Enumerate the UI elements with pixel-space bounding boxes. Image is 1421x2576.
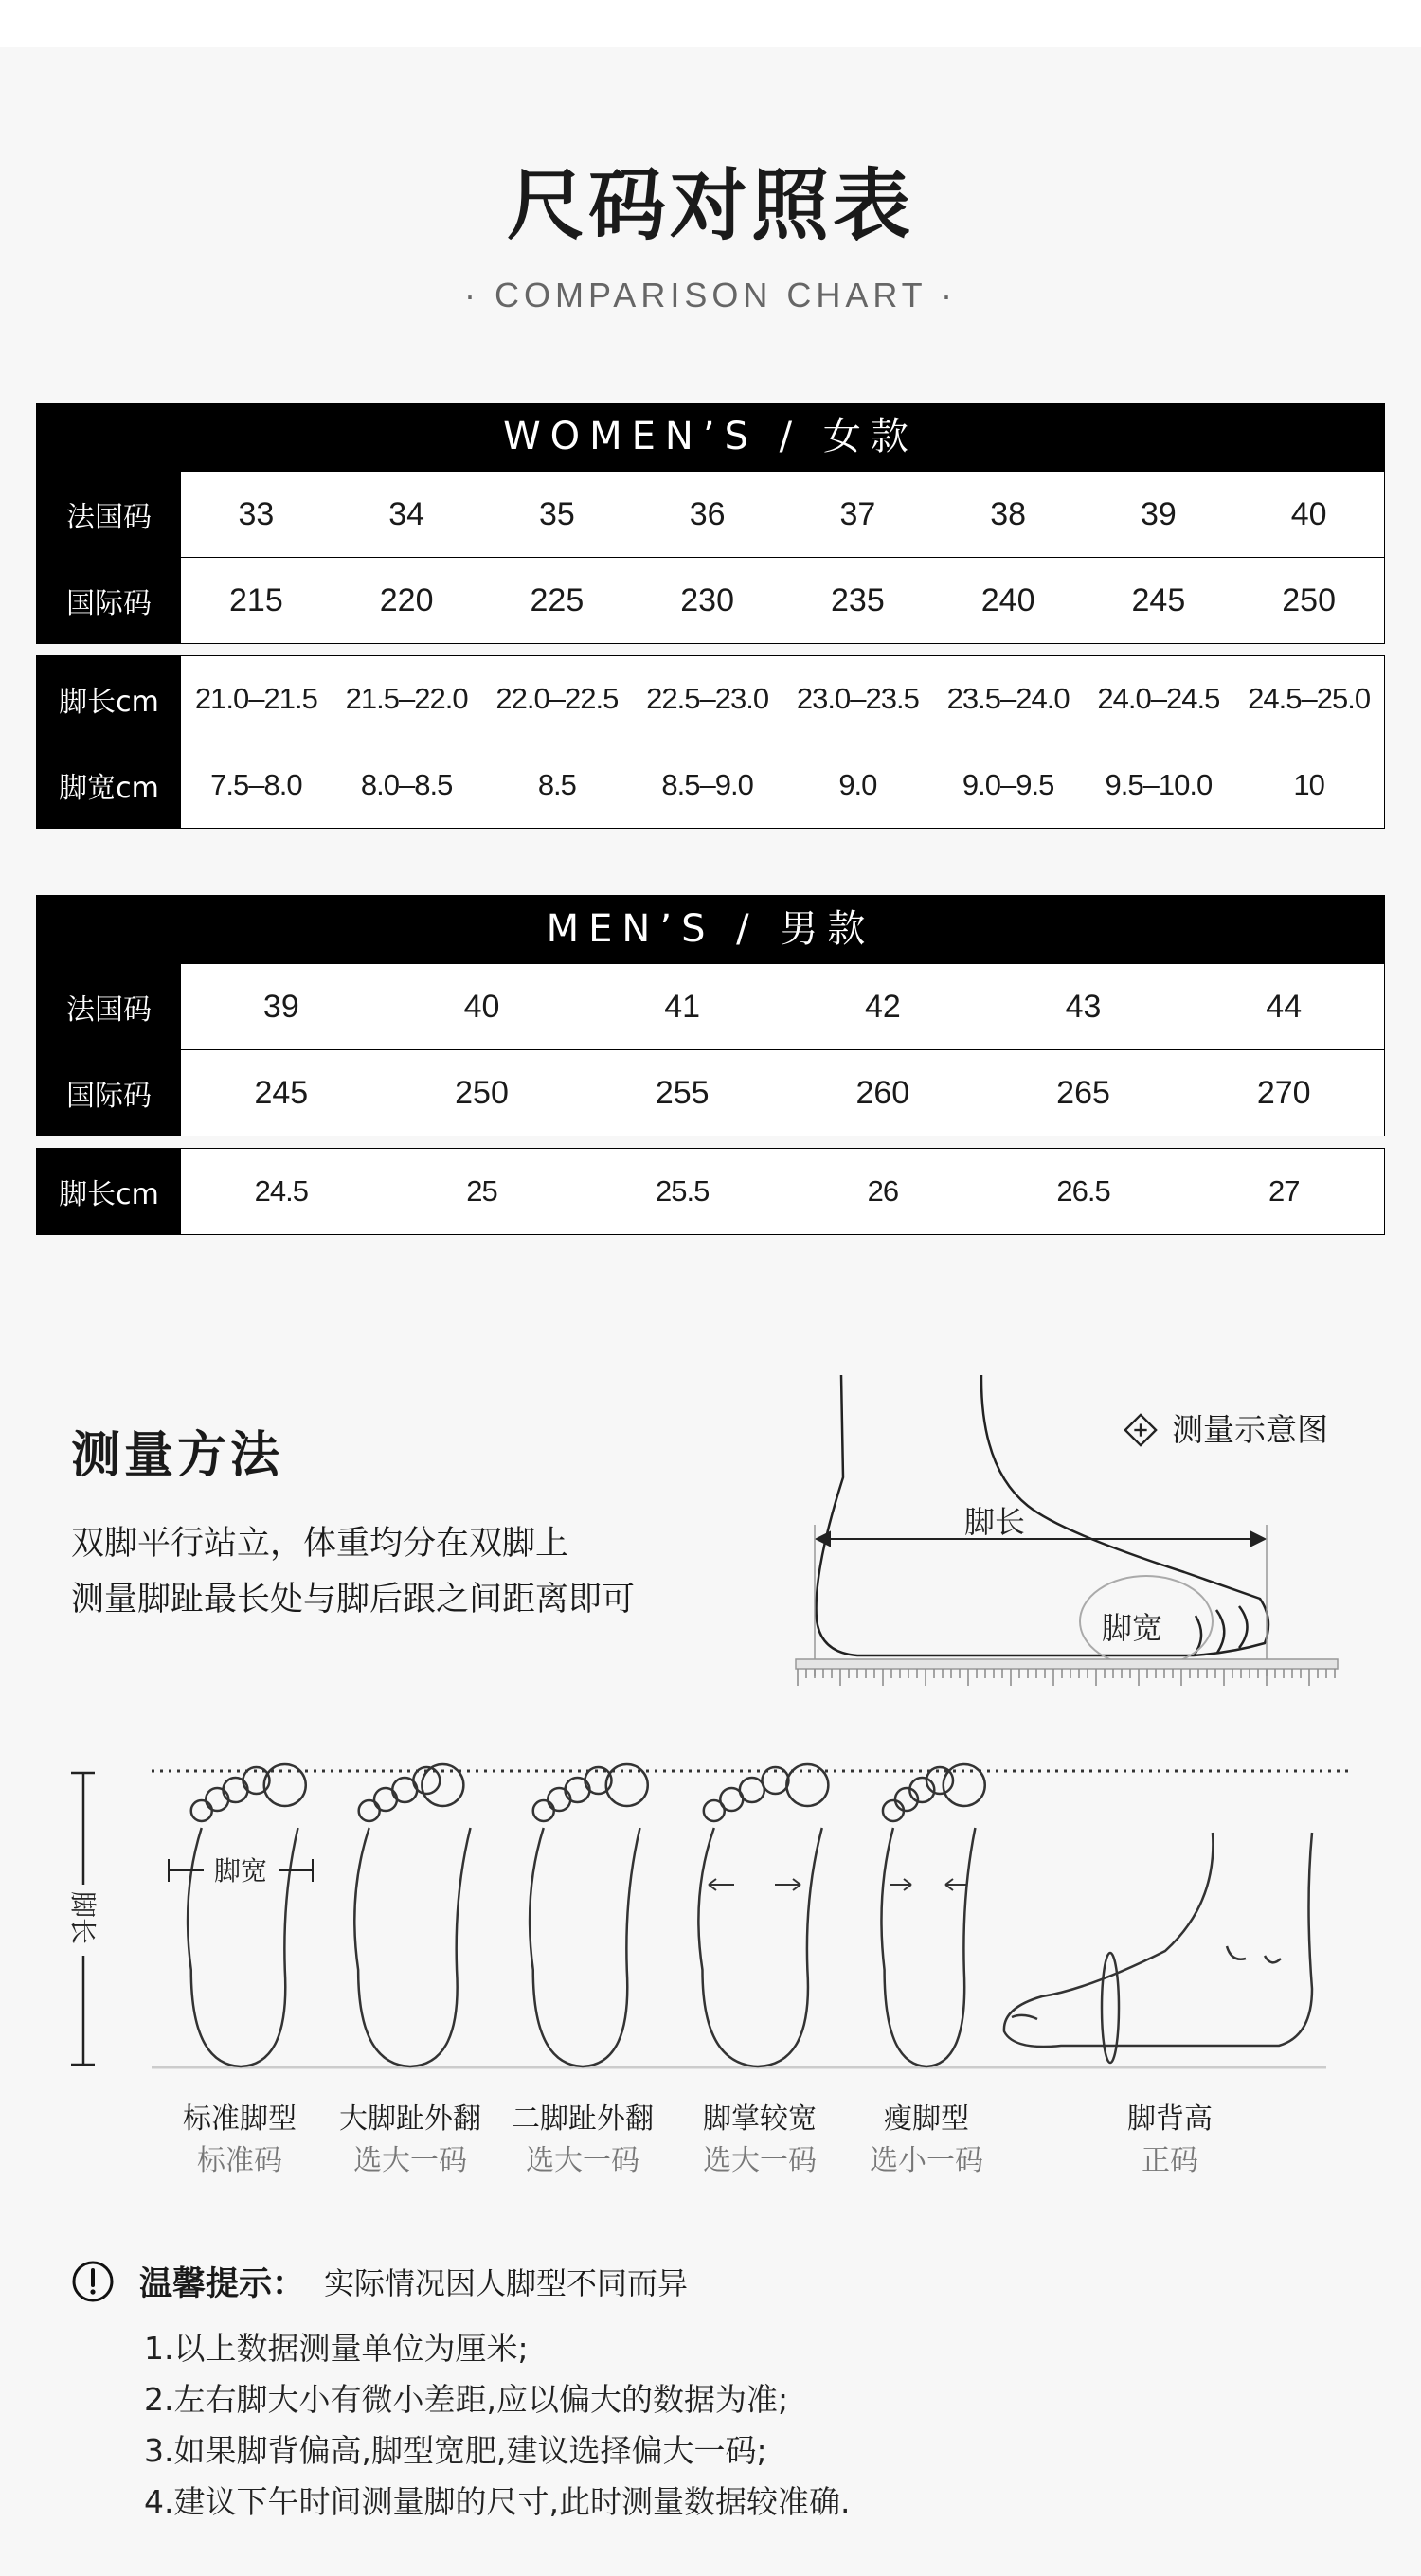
table-cell: 8.5–9.0 [661, 768, 753, 801]
table-cell: 235 [831, 581, 885, 618]
foot-outlines [188, 1764, 985, 2066]
foot-type-name: 标准脚型 [183, 2102, 297, 2136]
table-cell: 22.5–23.0 [646, 682, 769, 715]
table-cell: 9.0 [838, 768, 877, 801]
table-cell: 260 [855, 1074, 910, 1111]
tips-header [71, 2258, 688, 2305]
table-cell: 44 [1266, 988, 1303, 1025]
table-cell: 33 [238, 495, 275, 532]
foot-type-size: 选大一码 [526, 2144, 639, 2177]
men-table-heading: MEN’S / 男款 [36, 895, 1385, 963]
table-cell: 250 [455, 1074, 509, 1111]
tip-item: 1.以上数据测量单位为厘米; [144, 2330, 529, 2367]
table-cell: 250 [1282, 581, 1336, 618]
table-cell: 38 [990, 495, 1027, 532]
table-cell: 27 [1268, 1174, 1300, 1208]
tip-item: 2.左右脚大小有微小差距,应以偏大的数据为准; [144, 2381, 789, 2418]
table-cell: 25 [466, 1174, 497, 1208]
table-cell: 42 [864, 988, 901, 1025]
row-label-foot-length: 脚长cm [37, 656, 181, 742]
table-cell: 34 [388, 495, 425, 532]
table-cell: 255 [655, 1074, 710, 1111]
table-cell: 43 [1065, 988, 1102, 1025]
table-cell: 23.5–24.0 [946, 682, 1070, 715]
length-label: 脚长 [963, 1504, 1026, 1540]
row-label-foot-width: 脚宽cm [37, 742, 181, 828]
foot-type-name: 脚背高 [1127, 2102, 1213, 2136]
measure-instruction-2: 测量脚趾最长处与脚后跟之间距离即可 [71, 1581, 636, 1619]
table-cell: 39 [1140, 495, 1177, 532]
high-instep-foot [1004, 1833, 1312, 2063]
foot-type-size: 选大一码 [703, 2144, 817, 2177]
table-cell: 230 [680, 581, 734, 618]
table-cell: 21.5–22.0 [345, 682, 468, 715]
diagram-label-text: 测量示意图 [1172, 1411, 1328, 1448]
ruler [796, 1659, 1338, 1686]
width-label: 脚宽 [1101, 1610, 1163, 1646]
table-cell: 9.5–10.0 [1105, 768, 1213, 801]
table-cell: 215 [229, 581, 283, 618]
table-cell: 8.0–8.5 [360, 768, 453, 801]
foot-type-name: 二脚趾外翻 [512, 2102, 654, 2136]
foot-type-name: 瘦脚型 [884, 2102, 969, 2136]
tips-title: 温馨提示： [139, 2265, 306, 2303]
length-arrow [815, 1525, 1267, 1676]
foot-type-size: 标准码 [197, 2144, 282, 2177]
table-cell: 245 [254, 1074, 309, 1111]
foot-type-name: 脚掌较宽 [703, 2102, 817, 2136]
side-foot-illustration [817, 1375, 1268, 1667]
table-cell: 10 [1293, 768, 1324, 801]
table-cell: 39 [262, 988, 299, 1025]
table-cell: 37 [839, 495, 876, 532]
table-cell: 9.0–9.5 [962, 768, 1054, 801]
table-cell: 36 [689, 495, 726, 532]
table-cell: 23.0–23.5 [796, 682, 919, 715]
table-cell: 40 [463, 988, 500, 1025]
table-cell: 7.5–8.0 [210, 768, 302, 801]
table-cell: 265 [1056, 1074, 1110, 1111]
foot-type-name: 大脚趾外翻 [339, 2102, 481, 2136]
table-cell: 35 [538, 495, 575, 532]
table-cell: 21.0–21.5 [194, 682, 317, 715]
page-title: 尺码对照表 [506, 161, 914, 251]
row-label-international: 国际码 [37, 558, 181, 643]
foot-width-label: 脚宽 [213, 1855, 268, 1887]
table-cell: 245 [1131, 581, 1186, 618]
table-cell: 40 [1290, 495, 1327, 532]
table-cell: 26 [867, 1174, 899, 1208]
tips-subtitle: 实际情况因人脚型不同而异 [324, 2265, 689, 2301]
measure-title: 测量方法 [71, 1427, 284, 1484]
table-cell: 8.5 [537, 768, 576, 801]
measure-instruction-1: 双脚平行站立，体重均分在双脚上 [71, 1525, 569, 1563]
table-cell: 270 [1256, 1074, 1311, 1111]
table-cell: 26.5 [1056, 1174, 1110, 1208]
table-cell: 25.5 [656, 1174, 710, 1208]
tip-item: 3.如果脚背偏高,脚型宽肥,建议选择偏大一码; [144, 2432, 767, 2469]
table-cell: 240 [980, 581, 1035, 618]
squeeze-arrows [709, 1879, 966, 1890]
row-label-international: 国际码 [37, 1050, 181, 1136]
table-cell: 24.5–25.0 [1248, 682, 1371, 715]
tip-item: 4.建议下午时间测量脚的尺寸,此时测量数据较准确. [144, 2483, 851, 2520]
foot-type-size: 正码 [1142, 2144, 1198, 2177]
row-label-foot-length: 脚长cm [37, 1149, 181, 1234]
table-cell: 225 [530, 581, 585, 618]
row-label-french: 法国码 [37, 472, 181, 557]
table-cell: 220 [379, 581, 434, 618]
exclamation-circle-icon [71, 2260, 115, 2303]
row-label-french: 法国码 [37, 964, 181, 1049]
table-cell: 41 [664, 988, 701, 1025]
page-subtitle: · COMPARISON CHART · [463, 276, 958, 314]
vertical-length-label: 脚长 [67, 1891, 99, 1945]
foot-type-size: 选大一码 [353, 2144, 467, 2177]
table-cell: 22.0–22.5 [495, 682, 619, 715]
women-table-heading: WOMEN’S / 女款 [36, 402, 1385, 471]
foot-type-size: 选小一码 [870, 2144, 983, 2177]
table-cell: 24.5 [254, 1174, 308, 1208]
table-cell: 24.0–24.5 [1097, 682, 1220, 715]
